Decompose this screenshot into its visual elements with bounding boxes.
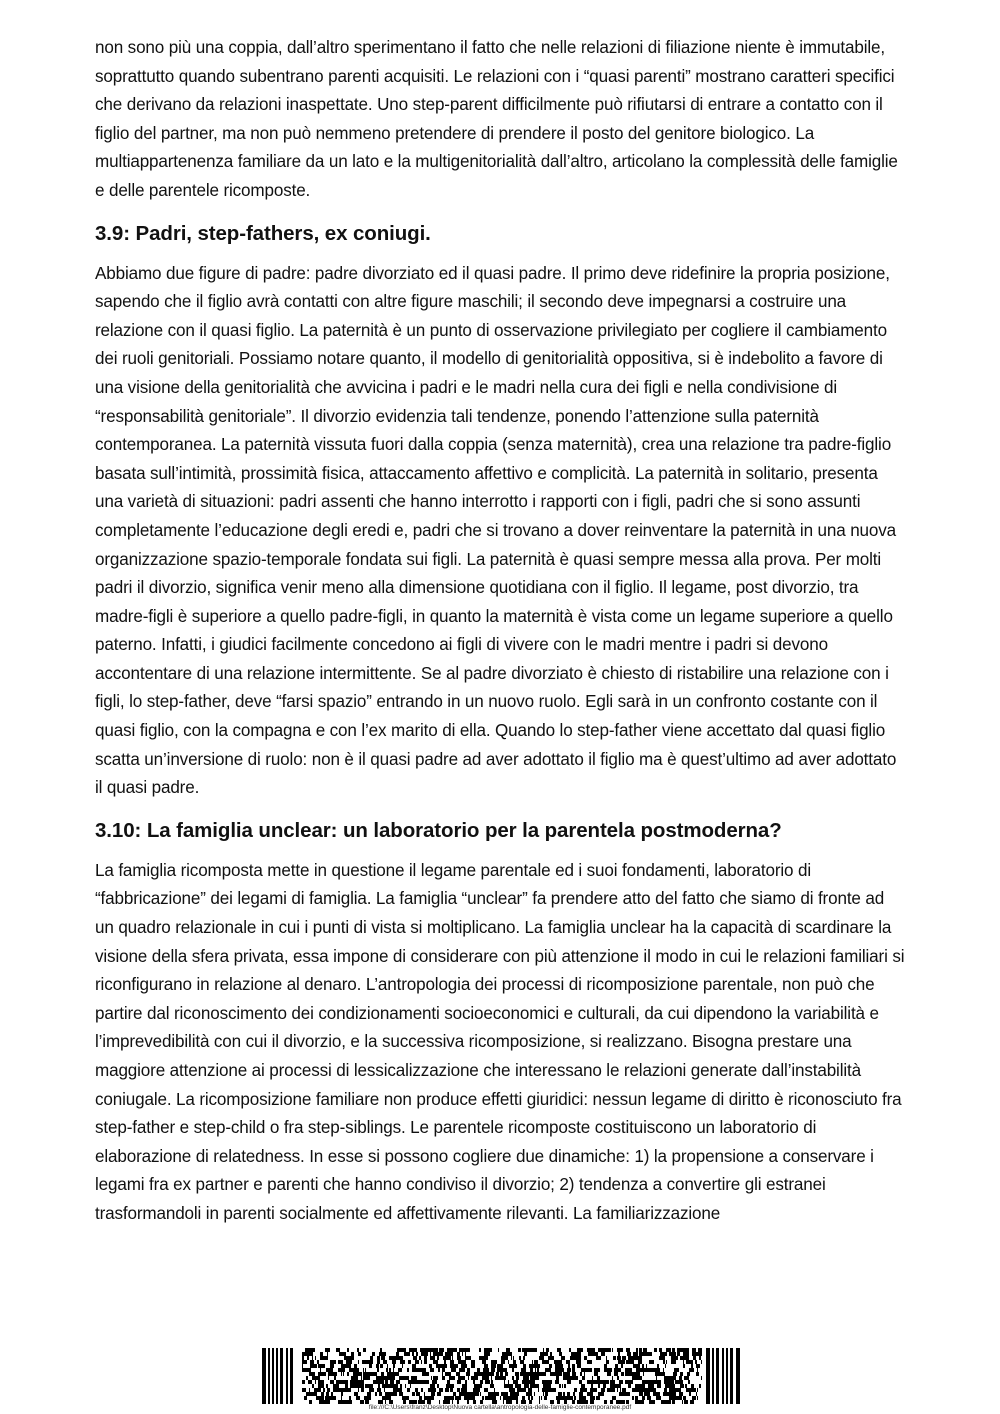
spacer — [95, 803, 907, 817]
page-footer — [0, 1344, 1000, 1414]
section-heading-3-9: 3.9: Padri, step-fathers, ex coniugi. — [95, 221, 431, 245]
paragraph-intro: non sono più una coppia, dall’altro sperimentano il fatto che nelle relazioni di filiazione niente è immutabile, soprattutto quando subentrano parenti acquisiti. Le relazioni con i “quasi parenti” mostrano caratteri specifici che derivano da relazioni inaspettate. Uno step-parent difficilmente può rifiutarsi di entrare a contatto con il figlio del partner, ma non può nemmeno pretendere di prendere il posto del genitore biologico. La multiappartenenza familiare da un lato e la multigenitorialità dall’altro, articolano la complessità delle famiglie e delle parentele ricomposte. — [95, 38, 898, 200]
paragraph-section-3-9: Abbiamo due figure di padre: padre divorziato ed il quasi padre. Il primo deve ridefinire la propria posizione, sapendo che il figlio avrà contatti con altre figure maschili; il secondo deve impegnarsi a costruire una relazione con il quasi figlio. La paternità è un punto di osservazione privilegiato per cogliere il cambiamento dei ruoli genitoriali. Possiamo notare quanto, il modello di genitorialità oppositiva, si è indebolito a favore di una visione della genitorialità che avvicina i padri e le madri nella cura dei figli e nella condivisione di “responsabilità genitoriale”. Il divorzio evidenzia tali tendenze, ponendo l’attenzione sulla paternità contemporanea. La paternità vissuta fuori dalla coppia (senza maternità), crea una relazione tra padre-figlio basata sull’intimità, prossimità fisica, attaccamento affettivo e complicità. La paternità in solitario, presenta una varietà di situazioni: padri assenti che hanno interrotto i rapporti con i figli, padri che si sono assunti completamente l’educazione degli eredi e, padri che si trovano a dover reinventare la paternità in una nuova organizzazione spazio-temporale fondata sui figli. La paternità è quasi sempre messa alla prova. Per molti padri il divorzio, significa venir meno alla dimensione quotidiana con il figlio. Il legame, post divorzio, tra madre-figli è superiore a quello padre-figli, in quanto la maternità è vista come un legame superiore a quello paterno. Infatti, i giudici facilmente concedono ai figli di vivere con le madri mentre i padri si devono accontentare di una relazione intermittente. Se al padre divorziato è chiesto di ristabilire una relazione con i figli, lo step-father, deve “farsi spazio” entrando in un nuovo ruolo. Egli sarà in un confronto costante con il quasi figlio, con la compagna e con l’ex marito di ella. Quando lo step-father viene accettato dal quasi figlio scatta un’inversione di ruolo: non è il quasi padre ad aver adottato il figlio ma è quest’ultimo ad aver adottato il quasi padre. — [95, 263, 897, 798]
document-body — [95, 34, 907, 1229]
file-path-label: file:///C:\Users\franz\Desktop\Nuova cartella\antropologia-delle-famiglie-contemporanee.pdf — [368, 1404, 632, 1411]
spacer — [95, 206, 907, 220]
spacer — [95, 248, 907, 260]
paragraph-section-3-10: La famiglia ricomposta mette in questione il legame parentale ed i suoi fondamenti, laboratorio di “fabbricazione” dei legami di famiglia. La famiglia “unclear” fa prendere atto del fatto che siamo di fronte ad un quadro relazionale in cui i punti di vista si moltiplicano. La famiglia unclear ha la capacità di scardinare la visione della sfera privata, essa impone di considerare con più attenzione il modo in cui le relazioni familiari si riconfigurano in relazione al denaro. L’antropologia dei processi di ricomposizione parentale, non può che partire dal riconoscimento dei condizionamenti socioeconomici e culturali, da cui dipendono la variabilità e l’imprevedibilità con cui il divorzio, e la successiva ricomposizione, si realizzano. Bisogna prestare una maggiore attenzione ai processi di lessicalizzazione che interessano le relazioni generate dall’instabilità coniugale. La ricomposizione familiare non produce effetti giuridici: nessun legame di diritto è riconosciuto fra step-father e step-child o fra step-siblings. Le parentele ricomposte costituiscono un laboratorio di elaborazione di relatedness. In esse si possono cogliere due dinamiche: 1) la propensione a conservare i legami fra ex partner e parenti che hanno condiviso il divorzio; 2) tendenza a convertire gli estranei trasformandoli in parenti socialmente ed affettivamente rilevanti. La familiarizzazione — [95, 860, 905, 1223]
spacer — [95, 845, 907, 857]
barcode-icon — [262, 1348, 742, 1404]
section-heading-3-10: 3.10: La famiglia unclear: un laboratorio per la parentela postmoderna? — [95, 818, 782, 842]
